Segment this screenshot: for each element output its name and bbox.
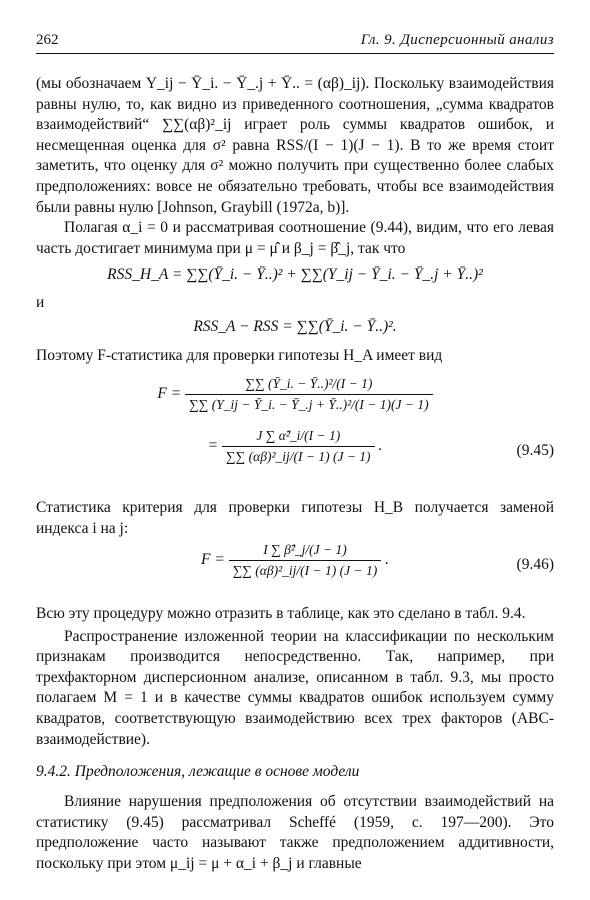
- section-heading-block: [36, 762, 554, 783]
- equation-9-45-part1: F = $\frac{\text{∑∑ (Ȳ\_i. − Ȳ..)²/(I − 1)}}{\text{∑∑ (Y\_ij − Ȳ\_i. − Ȳ\_.j + Ȳ..)²/(I − 1)(J − 1)}}$: [36, 376, 554, 413]
- paragraph-5: Всю эту процедуру можно отразить в таблице, как это сделано в табл. 9.4.: [36, 605, 526, 622]
- fraction-3: [229, 542, 382, 579]
- page-number: 262: [36, 32, 59, 48]
- header-rule: [36, 53, 554, 54]
- running-header: [36, 30, 554, 54]
- text-block-3: [36, 498, 554, 539]
- equation-rss-a: RSS_A − RSS = ∑∑(Ȳ_i. − Ȳ..)².: [193, 318, 397, 335]
- text-block-5: [36, 792, 554, 874]
- equation-rss-ha: RSS_H_A = ∑∑(Ȳ_i. − Ȳ..)² + ∑∑(Y_ij − Ȳ_i. − Ȳ_.j + Ȳ..)²: [107, 266, 483, 283]
- fraction-1-bar: [185, 394, 432, 395]
- fraction-1: [185, 376, 432, 413]
- equation-number-9-45: (9.45): [516, 442, 554, 459]
- fraction-3-bar: [229, 560, 382, 561]
- fraction-3-denominator: ∑∑ (αβ)²_ij/(I − 1) (J − 1): [232, 563, 378, 578]
- fraction-3-numerator: I ∑ β̂²_j/(J − 1): [263, 542, 347, 557]
- paragraph-7: Влияние нарушения предположения об отсутствии взаимодействий на статистику (9.45) рассматривал Scheffé (1959, с. 197—200). Это предположение часто называют также предположением аддитивности, поскольку при этом μ_ij = μ + α_i + β_j и главные: [36, 793, 554, 872]
- section-heading: 9.4.2. Предположения, лежащие в основе модели: [36, 763, 360, 780]
- main-text: [36, 74, 554, 259]
- paragraph-3: Поэтому F-статистика для проверки гипотезы H_A имеет вид: [36, 347, 443, 364]
- running-title: Гл. 9. Дисперсионный анализ: [360, 32, 554, 48]
- text-block-4: [36, 604, 554, 750]
- text-block-2: [36, 346, 554, 367]
- page: [36, 30, 554, 872]
- fraction-2-numerator: J ∑ α̂²_i/(I − 1): [256, 428, 341, 443]
- fraction-1-denominator: ∑∑ (Y_ij − Ȳ_i. − Ȳ_.j + Ȳ..)²/(I − 1)(J − 1): [189, 397, 429, 412]
- paragraph-4: Статистика критерия для проверки гипотезы H_B получается заменой индекса i на j:: [36, 499, 554, 537]
- fraction-2-bar: [222, 446, 375, 447]
- fraction-1-numerator: ∑∑ (Ȳ_i. − Ȳ..)²/(I − 1): [245, 376, 373, 391]
- conjunction-and: и: [36, 294, 45, 311]
- equation-9-46: F = $\frac{\text{I ∑ β̂²\_j/(J − 1)}}{\text{∑∑ (αβ)²\_ij/(I − 1) (J − 1)}}$ . (9.46): [201, 542, 554, 578]
- paragraph-2: Полагая α_i = 0 и рассматривая соотношение (9.44), видим, что его левая часть достигает минимума при μ = μ̂ и β_j = β̂_j, так что: [36, 219, 554, 257]
- equation-number-9-46: (9.46): [516, 556, 554, 573]
- paragraph-1: (мы обозначаем Y_ij − Ȳ_i. − Ȳ_.j + Ȳ.. = (αβ)_ij). Поскольку взаимодействия равны нулю, то, как видно из приведенного соотношения, „сумма квадратов взаимодействий“ ∑∑(αβ)²_ij играет роль суммы квадратов ошибок, и несмещенная оценка для σ² равна RSS/(I − 1)(J − 1). В то же время стоит заметить, что оценку для σ² можно получить при существенно более слабых предположениях: вовсе не обязательно требовать, чтобы все взаимодействия были равны нулю [Johnson, Graybill (1972a, b)].: [36, 75, 554, 216]
- fraction-2: [222, 428, 375, 465]
- equation-9-45-part2: = $\frac{\text{J ∑ α̂²\_i/(I − 1)}}{\text{∑∑ (αβ)²\_ij/(I − 1) (J − 1)}}$ . (9.45): [207, 428, 554, 464]
- fraction-2-denominator: ∑∑ (αβ)²_ij/(I − 1) (J − 1): [226, 449, 371, 464]
- paragraph-6: Распространение изложенной теории на классификации по нескольким признакам производится непосредственно. Так, например, при трехфакторном дисперсионном анализе, описанном в табл. 9.3, мы просто полагаем M = 1 и в качестве суммы квадратов ошибок используем сумму квадратов, соответствующую взаимодействию всех трех факторов (ABC-взаимодействие).: [36, 627, 554, 748]
